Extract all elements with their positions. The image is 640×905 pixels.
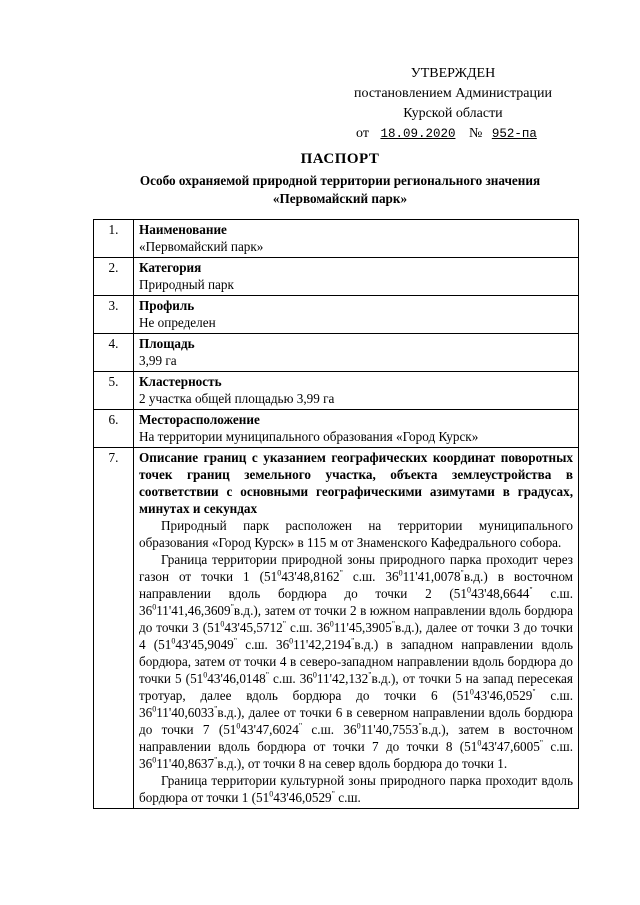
table-row <box>94 296 579 334</box>
table-row <box>94 448 579 809</box>
row-number: 4. <box>94 334 134 372</box>
passport-subtitle-1: Особо охраняемой природной территории регионального значения <box>139 173 541 188</box>
row-content <box>134 296 579 334</box>
approval-stamp <box>326 64 580 144</box>
row-value: Не определен <box>139 315 216 330</box>
row-header: Наименование <box>139 222 227 237</box>
passport-table <box>93 219 579 809</box>
row-content <box>134 220 579 258</box>
row-value: 2 участка общей площадью 3,99 га <box>139 391 335 406</box>
table-row <box>94 258 579 296</box>
approval-number: 952-па <box>491 127 537 141</box>
row-content <box>134 258 579 296</box>
row-number: 7. <box>94 448 134 809</box>
row-content <box>134 410 579 448</box>
row-number: 5. <box>94 372 134 410</box>
row-value: 3,99 га <box>139 353 177 368</box>
table-row <box>94 220 579 258</box>
row-header: Площадь <box>139 336 195 351</box>
row-number: 6. <box>94 410 134 448</box>
row-header: Профиль <box>139 298 195 313</box>
row-number: 2. <box>94 258 134 296</box>
row-header: Описание границ с указанием географических координат поворотных точек границ земельного участка, объекта землеустройства в соответствии с основными географическими азимутами в градусах, минутах и секундах <box>139 450 573 516</box>
row-header: Категория <box>139 260 202 275</box>
approval-region: Курской области <box>403 106 503 121</box>
approval-date: 18.09.2020 <box>380 127 456 141</box>
passport-heading: ПАСПОРТ <box>300 151 380 167</box>
approval-issuer: постановлением Администрации <box>354 86 552 101</box>
cultural-zone-boundary-paragraph: Граница территории культурной зоны природного парка проходит вдоль бордюра от точки 1 ($51^043'46,0529^"$ с.ш. <box>139 773 573 805</box>
row-content <box>134 448 579 809</box>
row-header: Месторасположение <box>139 412 260 427</box>
document-title <box>60 150 620 208</box>
row-number: 3. <box>94 296 134 334</box>
table-row <box>94 410 579 448</box>
passport-subtitle-2: «Первомайский парк» <box>272 191 408 206</box>
approval-from-label: от <box>356 126 369 141</box>
row-value: На территории муниципального образования «Город Курск» <box>139 429 479 444</box>
row-value: «Первомайский парк» <box>139 239 264 254</box>
table-row <box>94 334 579 372</box>
location-paragraph: Природный парк расположен на территории муниципального образования «Город Курск» в 115 м от Знаменского Кафедрального собора. <box>139 518 573 550</box>
approval-title: УТВЕРЖДЕН <box>410 66 496 81</box>
approval-date-line <box>326 124 580 144</box>
table-row <box>94 372 579 410</box>
row-content <box>134 334 579 372</box>
approval-number-label: № <box>468 126 483 141</box>
row-number: 1. <box>94 220 134 258</box>
row-content <box>134 372 579 410</box>
natural-zone-boundary-paragraph: Граница территории природной зоны природного парка проходит через газон от точки 1 ($51^043'48,8162^"$ с.ш. $36^011'41,0078^"в.д$.) в восточном направлении вдоль бордюра до точки 2 ($51^043'48,6644^"$ с.ш. $36^011'41,46,3609^"в.д$.), затем от точки 2 в южном направлении вдоль бордюра до точки 3 ($51^043'45,5712^"$ с.ш. $36^011'45,3905^"в.д$.), далее от точки 3 до точки 4 ($51^043'45,9049^"$ с.ш. $36^011'42,2194^"в.д$.) в западном направлении вдоль бордюра, затем от точки 4 в северо-западном направлении вдоль бордюра до точки 5 ($51^043'46,0148^"$ с.ш. $36^011'42,132^"в.д$.), от точки 5 на запад пересекая тротуар, далее вдоль бордюра до точки 6 ($51^043'46,0529^"$ с.ш. $36^011'40,6033^"в.д$.), далее от точки 6 в северном направлении вдоль бордюра до точки 7 ($51^043'47,6024^"$ с.ш. $36^011'40,7553^"в.д$.), затем в восточном направлении вдоль бордюра от точки 7 до точки 8 ($51^043'47,6005^"$ с.ш. $36^011'40,8637^"в.д$.), от точки 8 на север вдоль бордюра до точки 1. <box>139 552 574 771</box>
row-value: Природный парк <box>139 277 234 292</box>
row-header: Кластерность <box>139 374 222 389</box>
